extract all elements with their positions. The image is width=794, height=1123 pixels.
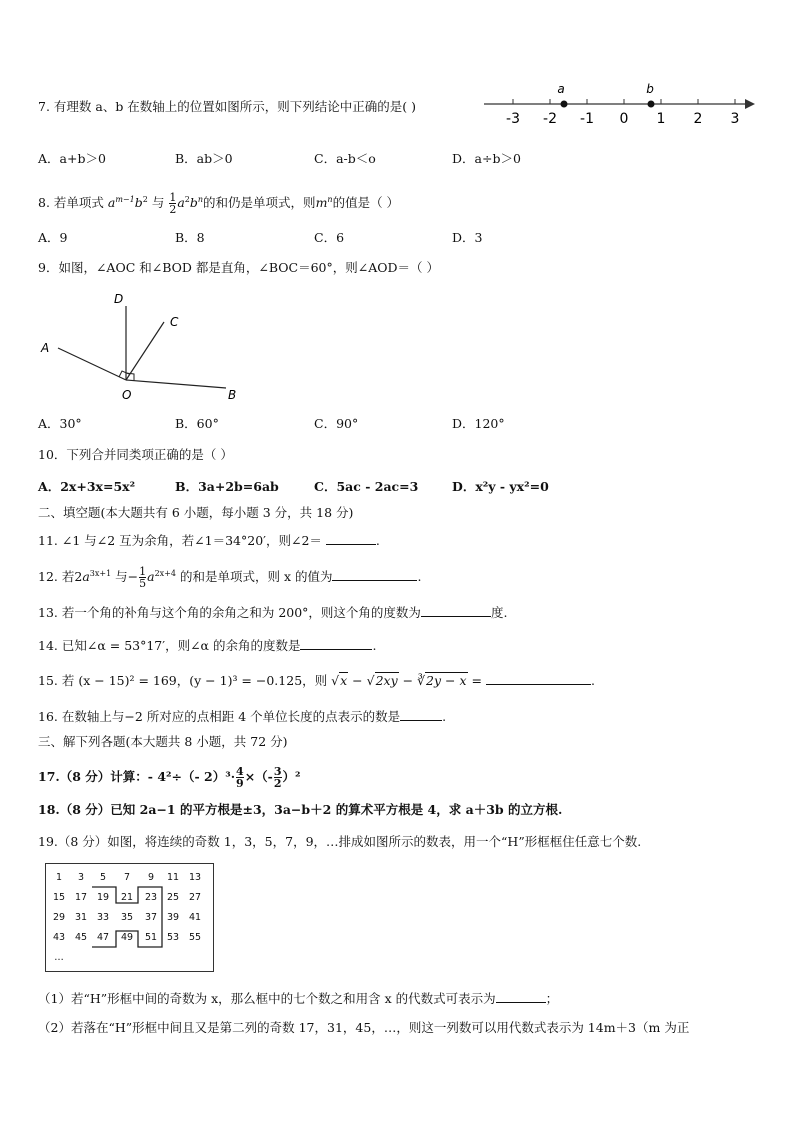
table-cell: 25 [166, 892, 180, 903]
section-2-heading: 二、填空题(本大题共有 6 小题，每小题 3 分，共 18 分) [38, 505, 354, 520]
q9-option-d: D．120° [452, 416, 505, 431]
table-cell: 33 [96, 912, 110, 923]
table-cell: 31 [74, 912, 88, 923]
numberline-tick-label: -1 [580, 111, 594, 127]
point-b-label: b [646, 82, 654, 96]
odd-number-table [45, 863, 214, 972]
table-cell: 47 [96, 932, 110, 943]
q7-option-d: D．a÷b＞0 [452, 151, 521, 166]
q9-option-c: C．90° [314, 416, 359, 431]
label-a: A [41, 341, 50, 355]
q8-option-b: B．8 [175, 230, 205, 245]
table-cell: 1 [55, 872, 63, 883]
q19-sub2: （2）若落在“H”形框中间且又是第二列的奇数 17，31，45，…，则这一列数可以用代数式表示为 14m＋3（m 为正 [38, 1020, 690, 1035]
table-cell: 9 [147, 872, 155, 883]
q7-text: 7. 有理数 a、b 在数轴上的位置如图所示，则下列结论中正确的是( ) [38, 99, 417, 114]
label-o: O [122, 388, 132, 402]
q7-option-a: A．a+b＞0 [38, 151, 106, 166]
numberline-tick-label: -3 [506, 111, 520, 127]
table-cell: 45 [74, 932, 88, 943]
table-cell: 15 [52, 892, 66, 903]
angle-figure [38, 288, 248, 403]
table-cell: 35 [120, 912, 134, 923]
point-a [561, 101, 568, 108]
table-cell: 29 [52, 912, 66, 923]
table-cell: 43 [52, 932, 66, 943]
label-c: C [170, 315, 179, 329]
table-cell: 11 [166, 872, 180, 883]
table-cell: 39 [166, 912, 180, 923]
table-cell: 53 [166, 932, 180, 943]
q7-option-b: B．ab＞0 [175, 151, 233, 166]
h-frame [46, 864, 213, 971]
q19-sub1: （1）若“H”形框中间的奇数为 x，那么框中的七个数之和用含 x 的代数式可表示为 ； [38, 991, 559, 1006]
q10-text: 10．下列合并同类项正确的是（ ） [38, 447, 233, 462]
numberline-tick-label: 1 [656, 111, 666, 127]
table-cell: 7 [123, 872, 131, 883]
table-cell: 49 [120, 932, 134, 943]
q8-text: 8. 若单项式 $a^{m-1}b^2$ 与 $\frac{1}{2}$ $a^2b^n$的和仍是单项式，则$m^n$的值是（ ） [38, 191, 400, 216]
table-cell: 23 [144, 892, 158, 903]
q7-option-c: C．a-b＜o [314, 151, 376, 166]
q15-text: 15. 若 (x − 15)² = 169，(y − 1)³ = −0.125，则 √x − √2xy − ∛2y − x = . [38, 673, 595, 688]
table-cell: 51 [144, 932, 158, 943]
table-cell: 19 [96, 892, 110, 903]
number-line [480, 80, 760, 130]
table-cell: 41 [188, 912, 202, 923]
q8-option-a: A．9 [38, 230, 68, 245]
table-cell: 13 [188, 872, 202, 883]
q19-text: 19.（8 分）如图，将连续的奇数 1，3，5，7，9，…排成如图所示的数表，用一个“H”形框框住任意七个数. [38, 834, 642, 849]
q9-text: 9．如图，∠AOC 和∠BOD 都是直角，∠BOC＝60°，则∠AOD＝（ ） [38, 260, 439, 275]
table-cell: 27 [188, 892, 202, 903]
table-cell: … [54, 952, 64, 963]
q12-text: 12. 若$2a^{3x+1}$ 与− $\frac{1}{5}$ $a^{2x+4}$ 的和是单项式，则 x 的值为 . [38, 565, 422, 590]
section-3-heading: 三、解下列各题(本大题共 8 小题，共 72 分) [38, 734, 288, 749]
table-cell: 3 [77, 872, 85, 883]
table-cell: 21 [120, 892, 134, 903]
q16-text: 16. 在数轴上与−2 所对应的点相距 4 个单位长度的点表示的数是 . [38, 709, 447, 724]
q18-text: 18.（8 分）已知 2a−1 的平方根是±3，3a−b＋2 的算术平方根是 4，求 a＋3b 的立方根. [38, 802, 563, 817]
q13-text: 13. 若一个角的补角与这个角的余角之和为 200°，则这个角的度数为 度. [38, 605, 508, 620]
table-cell: 5 [99, 872, 107, 883]
numberline-tick-label: 3 [730, 111, 740, 127]
q14-text: 14. 已知∠α = 53°17′，则∠α 的余角的度数是 . [38, 638, 377, 653]
point-a-label: a [557, 82, 565, 96]
table-cell: 17 [74, 892, 88, 903]
q10-option-b: B．3a+2b=6ab [175, 479, 279, 494]
table-cell: 55 [188, 932, 202, 943]
point-b [648, 101, 655, 108]
label-b: B [228, 388, 237, 402]
q11-text: 11. ∠1 与∠2 互为余角，若∠1＝34°20′，则∠2＝ . [38, 533, 380, 548]
label-d: D [114, 292, 124, 306]
q9-option-a: A．30° [38, 416, 82, 431]
table-cell: 37 [144, 912, 158, 923]
q9-option-b: B．60° [175, 416, 219, 431]
q10-option-a: A．2x+3x=5x² [38, 479, 136, 494]
q10-option-c: C．5ac - 2ac=3 [314, 479, 419, 494]
numberline-tick-label: -2 [543, 111, 557, 127]
numberline-tick-label: 0 [619, 111, 629, 127]
q8-option-c: C．6 [314, 230, 345, 245]
q10-option-d: D．x²y - yx²=0 [452, 479, 549, 494]
numberline-tick-label: 2 [693, 111, 703, 127]
q8-option-d: D．3 [452, 230, 483, 245]
q17-text: 17.（8 分）计算：- 4²÷（- 2）³· $\frac{4}{9}$ ×（- $\frac{3}{2}$ ）² [38, 765, 301, 790]
